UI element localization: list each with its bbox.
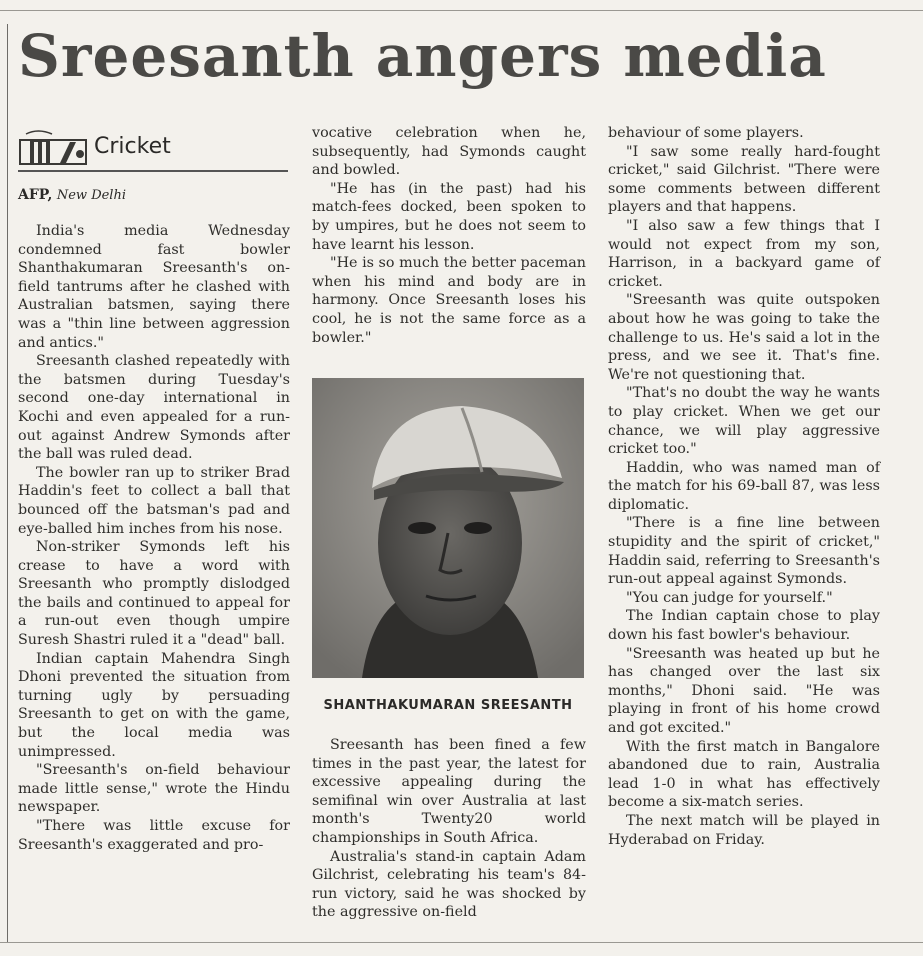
- bottom-rule: [0, 942, 923, 943]
- byline-dateline: New Delhi: [56, 188, 126, 203]
- paragraph: "There is a fine line between stupidity and the spirit of cricket," Haddin said, referring to Sreesanth's run-out appeal against Symonds.: [608, 515, 880, 588]
- article-column-1: [18, 222, 290, 854]
- paragraph: "He has (in the past) had his match-fees docked, been spoken to by umpires, but he does not seem to have learnt his lesson.: [312, 180, 586, 253]
- paragraph: Australia's stand-in captain Adam Gilchrist, celebrating his team's 84-run victory, said he was shocked by the aggressive on-field: [312, 848, 586, 921]
- article-column-2-bottom: [312, 736, 586, 922]
- paragraph: "Sreesanth's on-field behaviour made little sense," wrote the Hindu newspaper.: [18, 762, 290, 816]
- byline-agency: AFP,: [18, 187, 53, 203]
- article-column-2-top: [312, 124, 586, 347]
- paragraph: "There was little excuse for Sreesanth's exaggerated and pro-: [18, 818, 290, 853]
- article-column-3: [608, 124, 880, 849]
- left-border: [7, 24, 8, 942]
- paragraph: vocative celebration when he, subsequently, had Symonds caught and bowled.: [312, 125, 586, 179]
- paragraph: behaviour of some players.: [608, 125, 804, 141]
- paragraph: "He is so much the better paceman when his mind and body are in harmony. Once Sreesanth loses his cool, he is not the same force as a bowler.": [312, 255, 586, 346]
- top-rule: [0, 10, 923, 11]
- paragraph: Sreesanth clashed repeatedly with the batsmen during Tuesday's second one-day international in Kochi and even appealed for a run-out against Andrew Symonds after the ball was ruled dead.: [18, 353, 290, 463]
- paragraph: "I saw some really hard-fought cricket," said Gilchrist. "There were some comments between different players and that happens.: [608, 143, 880, 216]
- paragraph: With the first match in Bangalore abandoned due to rain, Australia lead 1-0 in what has effectively become a six-match series.: [608, 738, 880, 811]
- paragraph: Sreesanth has been fined a few times in the past year, the latest for excessive appealing during the semifinal win over Australia at last month's Twenty20 world championships in South Africa.: [312, 737, 586, 846]
- paragraph: Haddin, who was named man of the match for his 69-ball 87, was less diplomatic.: [608, 459, 880, 513]
- paragraph: "I also saw a few things that I would not expect from my son, Harrison, in a backyard game of cricket.: [608, 217, 880, 290]
- paragraph: "You can judge for yourself.": [626, 589, 833, 606]
- player-photo: [312, 378, 584, 678]
- player-portrait-image: [312, 378, 584, 678]
- section-rule: [18, 170, 288, 172]
- paragraph: Non-striker Symonds left his crease to have a word with Sreesanth who promptly dislodged the bails and continued to appeal for a run-out even though umpire Suresh Shastri ruled it a "dead" ball.: [18, 539, 290, 649]
- section-kicker: [18, 128, 288, 168]
- paragraph: Indian captain Mahendra Singh Dhoni prevented the situation from turning ugly by persuading Sreesanth to get on with the game, but the local media was unimpressed.: [18, 650, 290, 760]
- photo-caption: SHANTHAKUMARAN SREESANTH: [323, 698, 573, 713]
- byline: [18, 186, 126, 205]
- paragraph: The bowler ran up to striker Brad Haddin's feet to collect a ball that bounced off the batsman's pad and eye-balled him inches from his nose.: [18, 464, 290, 537]
- section-label: Cricket: [94, 134, 171, 159]
- paragraph: "That's no doubt the way he wants to play cricket. When we get our chance, we will play aggressive cricket too.": [608, 385, 880, 458]
- paragraph: India's media Wednesday condemned fast bowler Shanthakumaran Sreesanth's on-field tantrums after he clashed with Australian batsmen, saying there was a "thin line between aggression and antics.": [18, 223, 290, 351]
- paragraph: "Sreesanth was heated up but he has changed over the last six months," Dhoni said. "He was playing in front of his home crowd and got excited.": [608, 645, 880, 736]
- cricket-section-logo-icon: [18, 128, 90, 166]
- paragraph: The Indian captain chose to play down his fast bowler's behaviour.: [608, 608, 880, 644]
- headline: Sreesanth angers media: [18, 22, 827, 90]
- paragraph: The next match will be played in Hyderabad on Friday.: [608, 812, 880, 848]
- paragraph: "Sreesanth was quite outspoken about how he was going to take the challenge to us. He's said a lot in the press, and we see it. That's fine. We're not questioning that.: [608, 292, 880, 383]
